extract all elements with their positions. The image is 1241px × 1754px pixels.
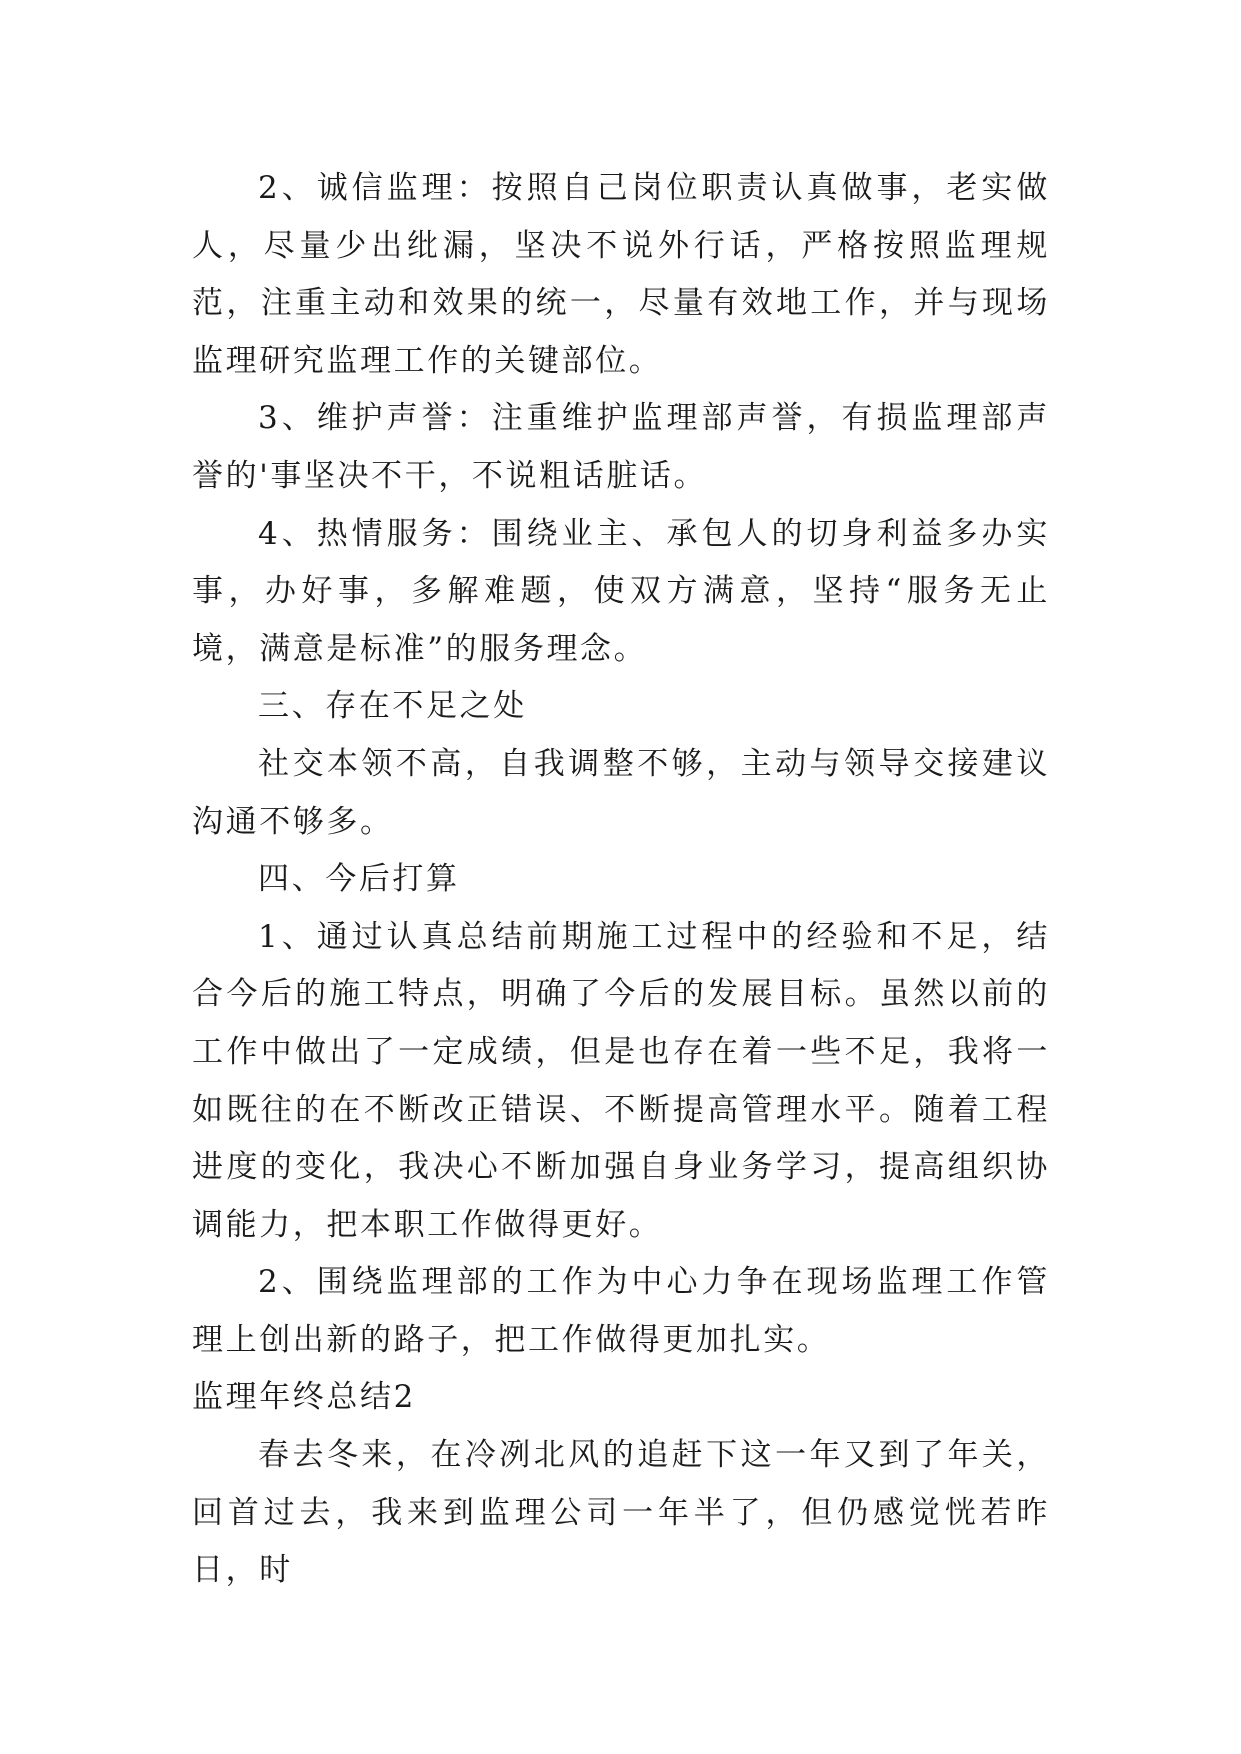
document-page: [192, 160, 1050, 1600]
section-heading-shortcomings: 三、存在不足之处: [258, 688, 527, 725]
section-heading-plans: 四、今后打算: [258, 861, 460, 898]
paragraph-plan-2: 2、围绕监理部的工作为中心力争在现场监理工作管理上创出新的路子，把工作做得更加扎实。: [192, 1264, 1050, 1358]
paragraph-service: 4、热情服务：围绕业主、承包人的切身利益多办实事，办好事，多解难题，使双方满意，坚持“服务无止境，满意是标准”的服务理念。: [192, 515, 1050, 667]
paragraph-plan-1: 1、通过认真总结前期施工过程中的经验和不足，结合今后的施工特点，明确了今后的发展目标。虽然以前的工作中做出了一定成绩，但是也存在着一些不足，我将一如既往的在不断改正错误、不断提高管理水平。随着工程进度的变化，我决心不断加强自身业务学习，提高组织协调能力，把本职工作做得更好。: [192, 918, 1050, 1243]
paragraph-integrity: 2、诚信监理：按照自己岗位职责认真做事，老实做人，尽量少出纰漏，坚决不说外行话，严格按照监理规范，注重主动和效果的统一，尽量有效地工作，并与现场监理研究监理工作的关键部位。: [192, 170, 1050, 379]
paragraph-shortcomings: 社交本领不高，自我调整不够，主动与领导交接建议沟通不够多。: [192, 745, 1050, 840]
paragraph-reputation: 3、维护声誉：注重维护监理部声誉，有损监理部声誉的'事坚决不干，不说粗话脏话。: [192, 400, 1050, 494]
paragraph-summary-2-intro: 春去冬来，在冷冽北风的追赶下这一年又到了年关，回首过去，我来到监理公司一年半了，但仍感觉恍若昨日，时: [192, 1437, 1050, 1589]
document-title-summary-2: 监理年终总结2: [192, 1379, 416, 1416]
